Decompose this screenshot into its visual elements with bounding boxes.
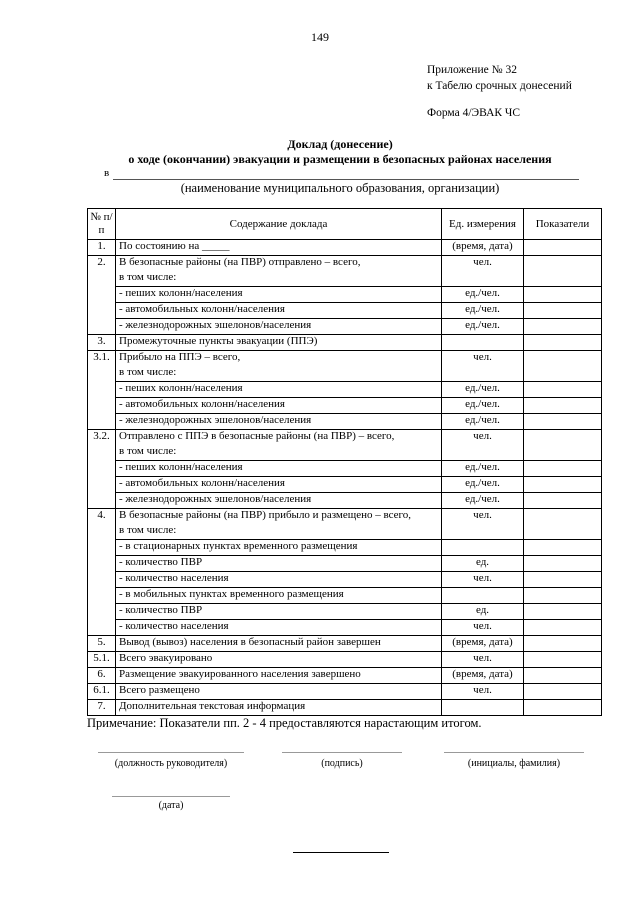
table-row	[88, 351, 602, 367]
row-unit	[442, 540, 524, 556]
row-value[interactable]	[524, 461, 602, 477]
row-text: - количество населения	[116, 572, 442, 588]
row-unit: чел.	[442, 620, 524, 636]
signature-line	[282, 752, 402, 753]
table-row	[88, 652, 602, 668]
row-value[interactable]	[524, 636, 602, 652]
row-unit	[442, 700, 524, 716]
row-text: в том числе:	[116, 366, 442, 382]
row-value[interactable]	[524, 335, 602, 351]
date-caption: (дата)	[158, 800, 184, 811]
row-text: - железнодорожных эшелонов/населения	[116, 414, 442, 430]
row-num: 2.	[88, 256, 116, 335]
document-title: Доклад (донесение)	[287, 137, 393, 151]
row-value[interactable]	[524, 588, 602, 604]
row-value[interactable]	[524, 604, 602, 620]
row-value[interactable]	[524, 556, 602, 572]
row-value[interactable]	[524, 493, 602, 509]
footer-divider	[293, 852, 389, 853]
row-value[interactable]	[524, 303, 602, 319]
row-text: Всего размещено	[116, 684, 442, 700]
row-value[interactable]	[524, 351, 602, 382]
row-num: 1.	[88, 240, 116, 256]
table-row	[88, 477, 602, 493]
row-value[interactable]	[524, 668, 602, 684]
header-value: Показатели	[524, 209, 602, 240]
row-text: - железнодорожных эшелонов/населения	[116, 493, 442, 509]
row-value[interactable]	[524, 684, 602, 700]
table-row	[88, 620, 602, 636]
table-row	[88, 588, 602, 604]
row-text: Всего эвакуировано	[116, 652, 442, 668]
table-header-row	[88, 209, 602, 240]
appendix-target: к Табелю срочных донесений	[427, 80, 572, 92]
row-num: 6.	[88, 668, 116, 684]
row-text: Дополнительная текстовая информация	[116, 700, 442, 716]
appendix-reference	[427, 62, 572, 94]
row-value[interactable]	[524, 700, 602, 716]
row-text: - количество населения	[116, 620, 442, 636]
position-caption: (должность руководителя)	[114, 758, 228, 769]
table-row	[88, 240, 602, 256]
row-unit: чел.	[442, 430, 524, 461]
table-row	[88, 556, 602, 572]
row-unit: ед./чел.	[442, 319, 524, 335]
row-text: - автомобильных колонн/населения	[116, 398, 442, 414]
table-row	[88, 287, 602, 303]
row-value[interactable]	[524, 430, 602, 461]
row-num: 5.1.	[88, 652, 116, 668]
row-value[interactable]	[524, 572, 602, 588]
table-row	[88, 319, 602, 335]
row-num: 6.1.	[88, 684, 116, 700]
appendix-number: Приложение № 32	[427, 64, 517, 76]
row-value[interactable]	[524, 540, 602, 556]
row-unit: ед./чел.	[442, 414, 524, 430]
row-text: - автомобильных колонн/населения	[116, 477, 442, 493]
row-text: - пеших колонн/населения	[116, 382, 442, 398]
row-num: 7.	[88, 700, 116, 716]
row-text: Размещение эвакуированного населения завершено	[116, 668, 442, 684]
form-code: Форма 4/ЭВАК ЧС	[427, 107, 521, 119]
report-table	[87, 208, 602, 716]
row-unit: чел.	[442, 684, 524, 700]
initials-caption: (инициалы, фамилия)	[467, 758, 561, 769]
row-unit: ед./чел.	[442, 287, 524, 303]
row-text: - автомобильных колонн/населения	[116, 303, 442, 319]
row-unit	[442, 588, 524, 604]
row-text: в том числе:	[116, 445, 442, 461]
table-row	[88, 604, 602, 620]
row-unit: чел.	[442, 572, 524, 588]
table-row	[88, 335, 602, 351]
table-row	[88, 636, 602, 652]
organization-fill-line	[113, 179, 579, 180]
table-row	[88, 303, 602, 319]
header-content: Содержание доклада	[116, 209, 442, 240]
row-text: - пеших колонн/населения	[116, 287, 442, 303]
row-value[interactable]	[524, 414, 602, 430]
date-signature-line	[112, 796, 230, 797]
row-unit: чел.	[442, 509, 524, 540]
row-value[interactable]	[524, 398, 602, 414]
row-unit	[442, 335, 524, 351]
initials-signature-line	[444, 752, 584, 753]
row-unit: чел.	[442, 256, 524, 287]
header-num: № п/п	[88, 209, 116, 240]
row-text: В безопасные районы (на ПВР) прибыло и размещено – всего,	[116, 509, 442, 525]
row-text: Отправлено с ППЭ в безопасные районы (на ПВР) – всего,	[116, 430, 442, 446]
table-row	[88, 540, 602, 556]
row-text: - количество ПВР	[116, 556, 442, 572]
table-row	[88, 382, 602, 398]
row-value[interactable]	[524, 319, 602, 335]
row-unit: чел.	[442, 351, 524, 382]
row-text: - в мобильных пунктах временного размещения	[116, 588, 442, 604]
table-row	[88, 461, 602, 477]
row-value[interactable]	[524, 287, 602, 303]
row-num: 4.	[88, 509, 116, 636]
row-value[interactable]	[524, 477, 602, 493]
row-unit: (время, дата)	[442, 636, 524, 652]
row-text: Промежуточные пункты эвакуации (ППЭ)	[116, 335, 442, 351]
row-num: 3.2.	[88, 430, 116, 509]
row-unit: ед./чел.	[442, 477, 524, 493]
row-text: По состоянию на _____	[116, 240, 442, 256]
row-unit: ед.	[442, 604, 524, 620]
table-row	[88, 493, 602, 509]
table-row	[88, 398, 602, 414]
table-row	[88, 684, 602, 700]
note: Примечание: Показатели пп. 2 - 4 предоставляются нарастающим итогом.	[87, 716, 482, 730]
table-row	[88, 256, 602, 272]
organization-prefix: в	[104, 167, 110, 179]
row-value[interactable]	[524, 256, 602, 287]
table-row	[88, 414, 602, 430]
row-text: в том числе:	[116, 271, 442, 287]
row-text: - железнодорожных эшелонов/населения	[116, 319, 442, 335]
row-text: Вывод (вывоз) населения в безопасный район завершен	[116, 636, 442, 652]
row-unit: чел.	[442, 652, 524, 668]
row-unit: (время, дата)	[442, 668, 524, 684]
table-row	[88, 668, 602, 684]
row-unit: ед./чел.	[442, 493, 524, 509]
row-text: Прибыло на ППЭ – всего,	[116, 351, 442, 367]
table-row	[88, 430, 602, 446]
row-text: - пеших колонн/населения	[116, 461, 442, 477]
table-row	[88, 700, 602, 716]
row-num: 5.	[88, 636, 116, 652]
row-unit: (время, дата)	[442, 240, 524, 256]
header-unit: Ед. измерения	[442, 209, 524, 240]
row-unit: ед.	[442, 556, 524, 572]
row-text: в том числе:	[116, 524, 442, 540]
page-number: 149	[311, 30, 329, 44]
row-unit: ед./чел.	[442, 398, 524, 414]
row-text: В безопасные районы (на ПВР) отправлено – всего,	[116, 256, 442, 272]
document-subtitle: о ходе (окончании) эвакуации и размещении в безопасных районах населения	[128, 152, 552, 166]
row-value[interactable]	[524, 240, 602, 256]
row-value[interactable]	[524, 382, 602, 398]
organization-caption: (наименование муниципального образования, организации)	[180, 181, 500, 195]
row-num: 3.1.	[88, 351, 116, 430]
position-signature-line	[98, 752, 244, 753]
table-row	[88, 572, 602, 588]
row-value[interactable]	[524, 620, 602, 636]
signature-caption: (подпись)	[321, 758, 363, 769]
row-unit: ед./чел.	[442, 382, 524, 398]
row-unit: ед./чел.	[442, 303, 524, 319]
row-value[interactable]	[524, 509, 602, 540]
row-text: - количество ПВР	[116, 604, 442, 620]
table-row	[88, 509, 602, 525]
row-unit: ед./чел.	[442, 461, 524, 477]
row-num: 3.	[88, 335, 116, 351]
row-value[interactable]	[524, 652, 602, 668]
row-text: - в стационарных пунктах временного размещения	[116, 540, 442, 556]
